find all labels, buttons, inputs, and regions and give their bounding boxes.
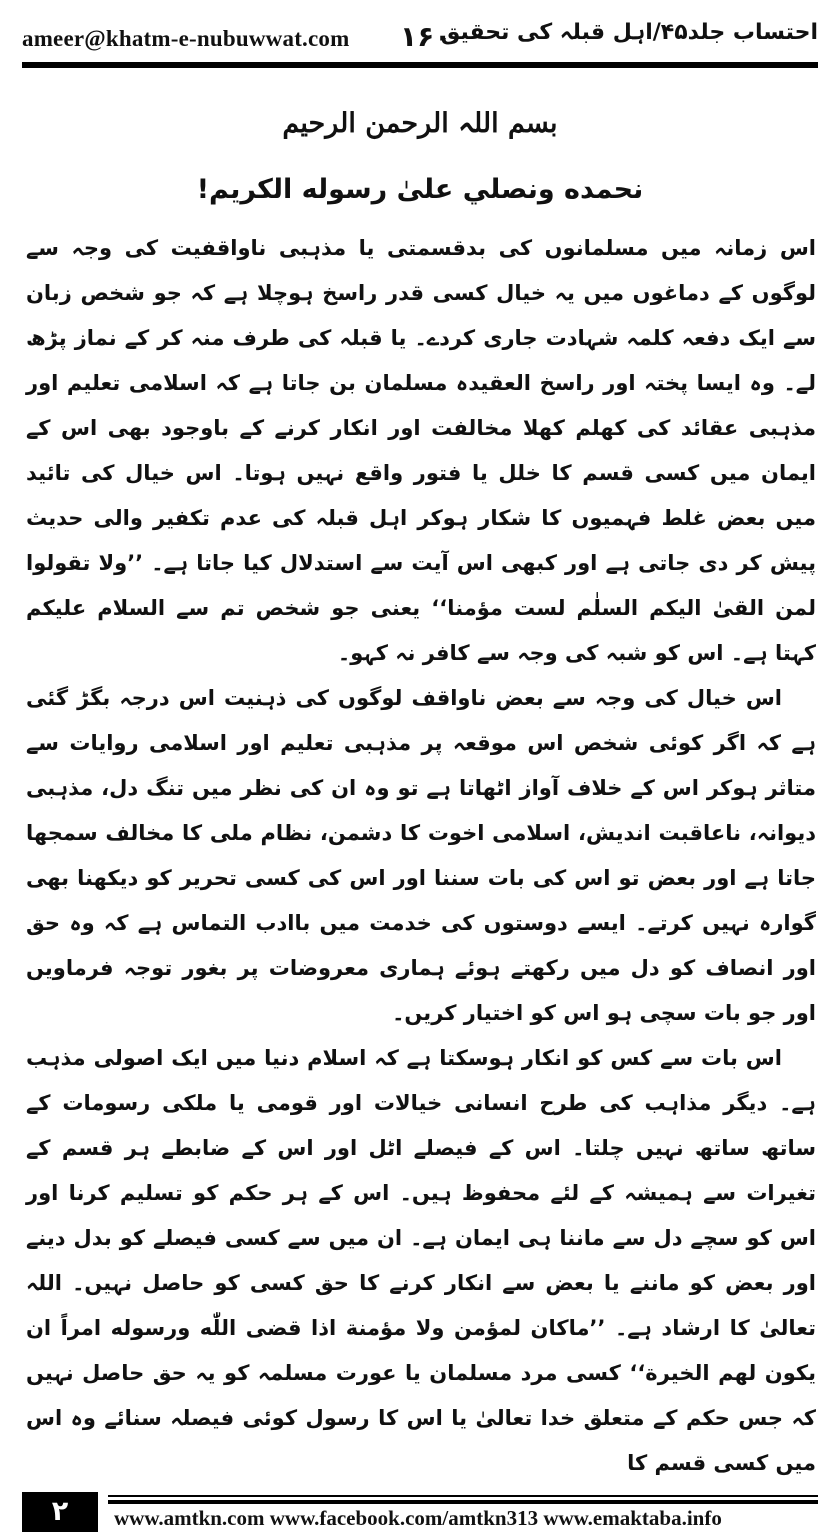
page-footer (22, 1492, 818, 1532)
body-text (26, 226, 816, 1486)
paragraph-3: اس بات سے کس کو انکار ہوسکتا ہے کہ اسلام دنیا میں ایک اصولی مذہب ہے۔ دیگر مذاہب کی طرح انسانی خیالات اور قومی یا ملکی رسومات کے ساتھ ساتھ نہیں چلتا۔ اس کے فیصلے اٹل اور اس کے ضابطے ہر قسم کے تغیرات سے ہمیشہ کے لئے محفوظ ہیں۔ اس کے ہر حکم کو تسلیم کرنا اور اس کو سچے دل سے ماننا ہی ایمان ہے۔ ان میں سے کسی فیصلے کو بدل دینے اور بعض کو ماننے یا بعض سے انکار کرنے کا حق کسی کو حاصل نہیں۔ اللہ تعالیٰ کا ارشاد ہے۔ ’’ماکان لمؤمن ولا مؤمنة اذا قضی اللّٰه ورسوله امراً ان یکون لهم الخیرة‘‘ کسی مرد مسلمان یا عورت مسلمہ کو یہ حق حاصل نہیں کہ جس حکم کے متعلق خدا تعالیٰ یا اس کا رسول کوئی فیصلہ سنائے وہ اس میں کسی قسم کا (26, 1046, 816, 1475)
footer-page-number: ۲ (22, 1492, 98, 1532)
paragraph-1: اس زمانہ میں مسلمانوں کی بدقسمتی یا مذہبی ناواقفیت کی وجہ سے لوگوں کے دماغوں میں یہ خیال کسی قدر راسخ ہوچلا ہے کہ جو شخص زبان سے ایک دفعہ کلمہ شہادت جاری کردے۔ یا قبلہ کی طرف منہ کر کے نماز پڑھ لے۔ وہ ایسا پختہ اور راسخ العقیدہ مسلمان بن جاتا ہے کہ اسلامی تعلیم اور مذہبی عقائد کی کھلم کھلا مخالفت اور انکار کرنے کے باوجود بھی اس کے ایمان میں کسی قسم کا خلل یا فتور واقع نہیں ہوتا۔ اس خیال کی تائید میں بعض غلط فہمیوں کا شکار ہوکر اہل قبلہ کی عدم تکفیر والی حدیث پیش کر دی جاتی ہے اور کبھی اس آیت سے استدلال کیا جاتا ہے۔ ’’ولا تقولوا لمن القیٰ الیکم السلٰم لست مؤمنا‘‘ یعنی جو شخص تم سے السلام علیکم کہتا ہے۔ اس کو شبہ کی وجہ سے کافر نہ کہو۔ (26, 236, 816, 665)
footer-rule-thin (108, 1495, 818, 1497)
footer-rule-thick (108, 1500, 818, 1504)
basmala: بسم اللہ الرحمن الرحیم (282, 108, 558, 139)
header-running-title: احتساب جلد۴۵/اہل قبلہ کی تحقیق (440, 20, 818, 45)
footer-website-links[interactable]: www.amtkn.com www.facebook.com/amtkn313 www.emaktaba.info (114, 1506, 722, 1530)
header-email: ameer@khatm-e-nubuwwat.com (22, 26, 350, 51)
header-page-number: ۱۶۰ (400, 20, 452, 53)
paragraph-2: اس خیال کی وجہ سے بعض ناواقف لوگوں کی ذہنیت اس درجہ بگڑ گئی ہے کہ اگر کوئی شخص اس موقعہ پر مذہبی تعلیم اور اسلامی روایات سے متاثر ہوکر اس کے خلاف آواز اٹھاتا ہے تو وہ ان کی نظر میں تنگ دل، مذہبی دیوانہ، ناعاقبت اندیش، اسلامی اخوت کا دشمن، نظام ملی کا مخالف سمجھا جاتا ہے اور بعض تو اس کی بات سننا اور اس کی کسی تحریر کو دیکھنا بھی گوارہ نہیں کرتے۔ ایسے دوستوں کی خدمت میں باادب التماس ہے کہ وہ حق اور انصاف کو دل میں رکھتے ہوئے ہماری معروضات پر بغور توجہ فرماویں اور جو بات سچی ہو اس کو اختیار کریں۔ (26, 686, 816, 1025)
header-rule (22, 62, 818, 68)
page-header (22, 10, 818, 62)
doxology-heading: نحمده ونصلي علىٰ رسوله الكريم! (196, 174, 644, 205)
